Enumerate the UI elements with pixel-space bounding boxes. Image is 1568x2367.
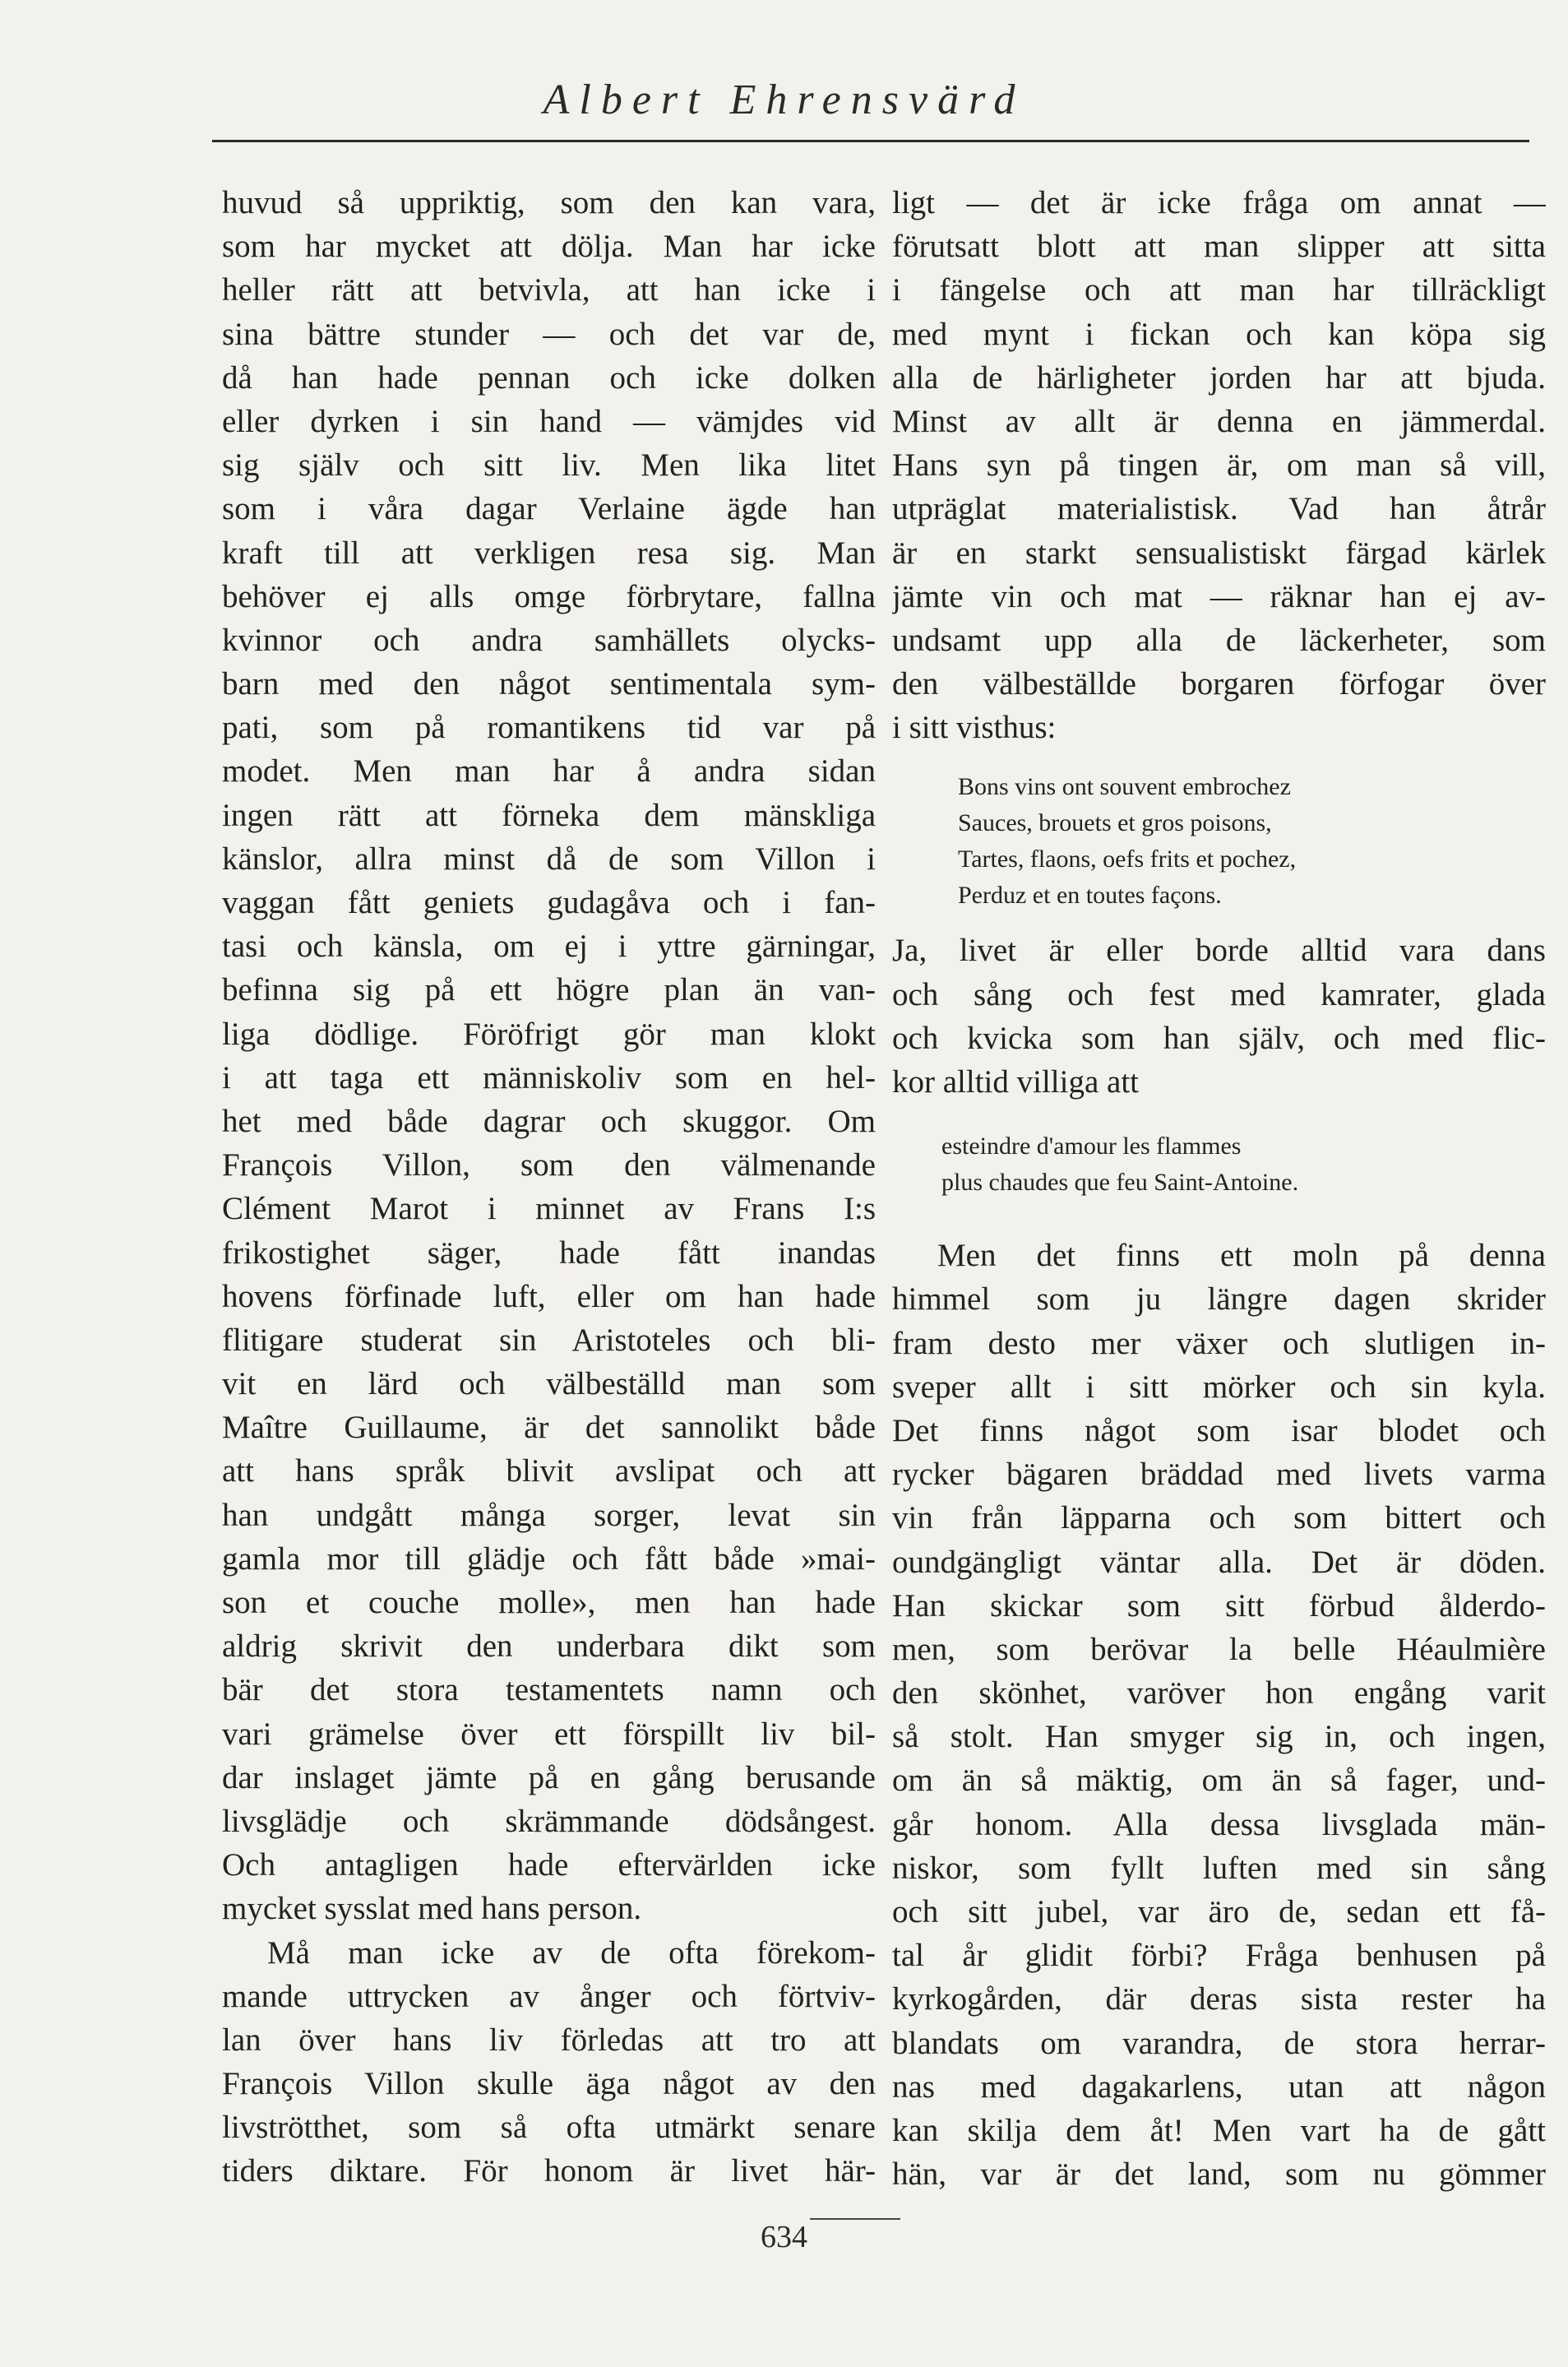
text-line: blandats om varandra, de stora herrar- <box>892 2025 1546 2061</box>
text-line: men, som berövar la belle Héaulmière <box>892 1631 1546 1667</box>
text-line: Och antagligen hade eftervärlden icke <box>222 1847 876 1883</box>
text-line: kvinnor och andra samhällets olycks- <box>222 622 876 658</box>
text-line: känslor, allra minst då de som Villon i <box>222 841 876 877</box>
text-line: mande uttrycken av ånger och förtviv- <box>222 1978 876 2014</box>
text-line: pati, som på romantikens tid var på <box>222 710 876 746</box>
text-line: vit en lärd och välbeställd man som <box>222 1366 876 1402</box>
text-line: kan skilja dem åt! Men vart ha de gått <box>892 2112 1546 2148</box>
text-line: Må man icke av de ofta förekom- <box>267 1934 876 1971</box>
text-line: går honom. Alla dessa livsglada män- <box>892 1806 1546 1842</box>
text-line: François Villon skulle äga något av den <box>222 2066 876 2102</box>
text-line: och sång och fest med kamrater, glada <box>892 976 1546 1012</box>
running-title: Albert Ehrensvärd <box>543 76 1025 123</box>
text-line: då han hade pennan och icke dolken <box>222 359 876 396</box>
text-line: vin från läpparna och som bittert och <box>892 1500 1546 1536</box>
text-line: Minst av allt är denna en jämmerdal. <box>892 403 1546 439</box>
text-line: ingen rätt att förneka dem mänskliga <box>222 797 876 833</box>
text-line: om än så mäktig, om än så fager, und- <box>892 1763 1546 1799</box>
text-line: het med både dagrar och skuggor. Om <box>222 1103 876 1139</box>
text-line: frikostighet säger, hade fått inandas <box>222 1234 876 1271</box>
text-line: ligt — det är icke fråga om annat — <box>892 185 1546 220</box>
text-line: som har mycket att dölja. Man har icke <box>222 229 876 265</box>
text-line: att hans språk blivit avslipat och att <box>222 1453 876 1489</box>
right-paragraph-2 <box>892 929 1546 1104</box>
text-line: tasi och känsla, om ej i yttre gärningar, <box>222 929 876 965</box>
text-line: jämte vin och mat — räknar han ej av- <box>892 578 1546 614</box>
text-line: livströtthet, som så ofta utmärkt senare <box>222 2110 876 2146</box>
text-line: kraft till att verkligen resa sig. Man <box>222 535 876 571</box>
text-line: alla de härligheter jorden har att bjuda. <box>892 359 1546 396</box>
text-line: är en starkt sensualistiskt färgad kärlek <box>892 535 1546 571</box>
text-line: som i våra dagar Verlaine ägde han <box>222 491 876 527</box>
text-line: Men det finns ett moln på denna <box>937 1238 1546 1274</box>
text-line: himmel som ju längre dagen skrider <box>892 1281 1546 1318</box>
text-line: eller dyrken i sin hand — vämjdes vid <box>222 403 876 439</box>
text-line: i att taga ett människoliv som en hel- <box>222 1059 876 1095</box>
text-line: hovens förfinade luft, eller om han hade <box>222 1278 876 1314</box>
text-line: heller rätt att betvivla, att han icke i <box>222 272 876 308</box>
text-line: rycker bägaren bräddad med livets varma <box>892 1457 1546 1493</box>
text-line: kor alltid villiga att <box>892 1064 1140 1100</box>
text-line: i fängelse och att man har tillräckligt <box>892 272 1546 308</box>
header-rule <box>212 140 1529 142</box>
text-line: mycket sysslat med hans person. <box>222 1891 642 1927</box>
text-line: vari grämelse över ett förspillt liv bil- <box>222 1716 876 1752</box>
verse-line: Bons vins ont souvent embrochez <box>958 773 1291 801</box>
right-column <box>892 181 1546 2196</box>
text-line: modet. Men man har å andra sidan <box>222 753 876 790</box>
text-line: Det finns något som isar blodet och <box>892 1412 1546 1448</box>
text-line: tal år glidit förbi? Fråga benhusen på <box>892 1938 1546 1974</box>
text-line: bär det stora testamentets namn och <box>222 1672 876 1708</box>
text-line: Clément Marot i minnet av Frans I:s <box>222 1191 876 1227</box>
text-line: aldrig skrivit den underbara dikt som <box>222 1628 876 1665</box>
text-line: behöver ej alls omge förbrytare, fallna <box>222 578 876 614</box>
text-line: niskor, som fyllt luften med sin sång <box>892 1850 1546 1886</box>
text-line: barn med den något sentimentala sym- <box>222 666 876 702</box>
text-line: Han skickar som sitt förbud ålderdo- <box>892 1587 1546 1624</box>
text-line: i sitt visthus: <box>892 710 1057 746</box>
text-line: tiders diktare. För honom är livet här- <box>222 2153 876 2189</box>
text-line: sina bättre stunder — och det var de, <box>222 316 876 352</box>
text-line: François Villon, som den välmenande <box>222 1147 876 1184</box>
right-paragraph-1 <box>892 181 1546 749</box>
text-line: flitigare studerat sin Aristoteles och bli- <box>222 1322 876 1358</box>
text-line: sveper allt i sitt mörker och sin kyla. <box>892 1369 1546 1405</box>
page-number: 634 <box>761 2220 807 2254</box>
text-line: vaggan fått geniets gudagåva och i fan- <box>222 885 876 920</box>
text-line: gamla mor till glädje och fått både »mai- <box>222 1540 876 1577</box>
text-line: oundgängligt väntar alla. Det är döden. <box>892 1544 1546 1580</box>
left-column <box>222 181 876 2193</box>
text-line: livsglädje och skrämmande dödsångest. <box>222 1803 876 1839</box>
text-line: Maître Guillaume, är det sannolikt både <box>222 1410 876 1446</box>
text-line: den välbeställde borgaren förfogar över <box>892 666 1546 702</box>
text-line: undsamt upp alla de läckerheter, som <box>892 622 1546 658</box>
verse-line: Tartes, flaons, oefs frits et pochez, <box>958 845 1297 873</box>
text-line: förutsatt blott att man slipper att sitta <box>892 229 1546 265</box>
text-line: befinna sig på ett högre plan än van- <box>222 972 876 1008</box>
text-line: han undgått många sorger, levat sin <box>222 1497 876 1533</box>
text-line: huvud så uppriktig, som den kan vara, <box>222 185 876 220</box>
verse-line: esteindre d'amour les flammes <box>941 1133 1242 1160</box>
verse-quote-1 <box>958 769 1546 914</box>
text-line: så stolt. Han smyger sig in, och ingen, <box>892 1719 1546 1755</box>
text-line: med mynt i fickan och kan köpa sig <box>892 316 1546 352</box>
text-line: sig själv och sitt liv. Men lika litet <box>222 447 876 484</box>
right-paragraph-3 <box>892 1234 1546 2196</box>
verse-quote-2 <box>941 1128 1546 1201</box>
text-line: Hans syn på tingen är, om man så vill, <box>892 447 1546 484</box>
text-line: dar inslaget jämte på en gång berusande <box>222 1759 876 1795</box>
text-line: nas med dagakarlens, utan att någon <box>892 2068 1546 2105</box>
text-line: liga dödlige. Föröfrigt gör man klokt <box>222 1016 876 1052</box>
text-line: fram desto mer växer och slutligen in- <box>892 1325 1546 1361</box>
text-line: hän, var är det land, som nu gömmer <box>892 2156 1546 2193</box>
text-line: och sitt jubel, var äro de, sedan ett få- <box>892 1894 1546 1929</box>
verse-line: Sauces, brouets et gros poisons, <box>958 809 1272 837</box>
text-line: lan över hans liv förledas att tro att <box>222 2022 876 2058</box>
left-paragraph-2 <box>222 1931 876 2193</box>
text-line: son et couche molle», men han hade <box>222 1585 876 1620</box>
verse-line: plus chaudes que feu Saint-Antoine. <box>941 1169 1299 1197</box>
verse-line: Perduz et en toutes façons. <box>958 882 1222 910</box>
left-paragraph-1 <box>222 181 876 1931</box>
text-line: och kvicka som han själv, och med flic- <box>892 1020 1546 1056</box>
text-line: utpräglat materialistisk. Vad han åtrår <box>892 491 1546 527</box>
text-line: Ja, livet är eller borde alltid vara dans <box>892 933 1546 969</box>
text-line: den skönhet, varöver hon engång varit <box>892 1675 1546 1712</box>
text-line: kyrkogården, där deras sista rester ha <box>892 1981 1546 2017</box>
